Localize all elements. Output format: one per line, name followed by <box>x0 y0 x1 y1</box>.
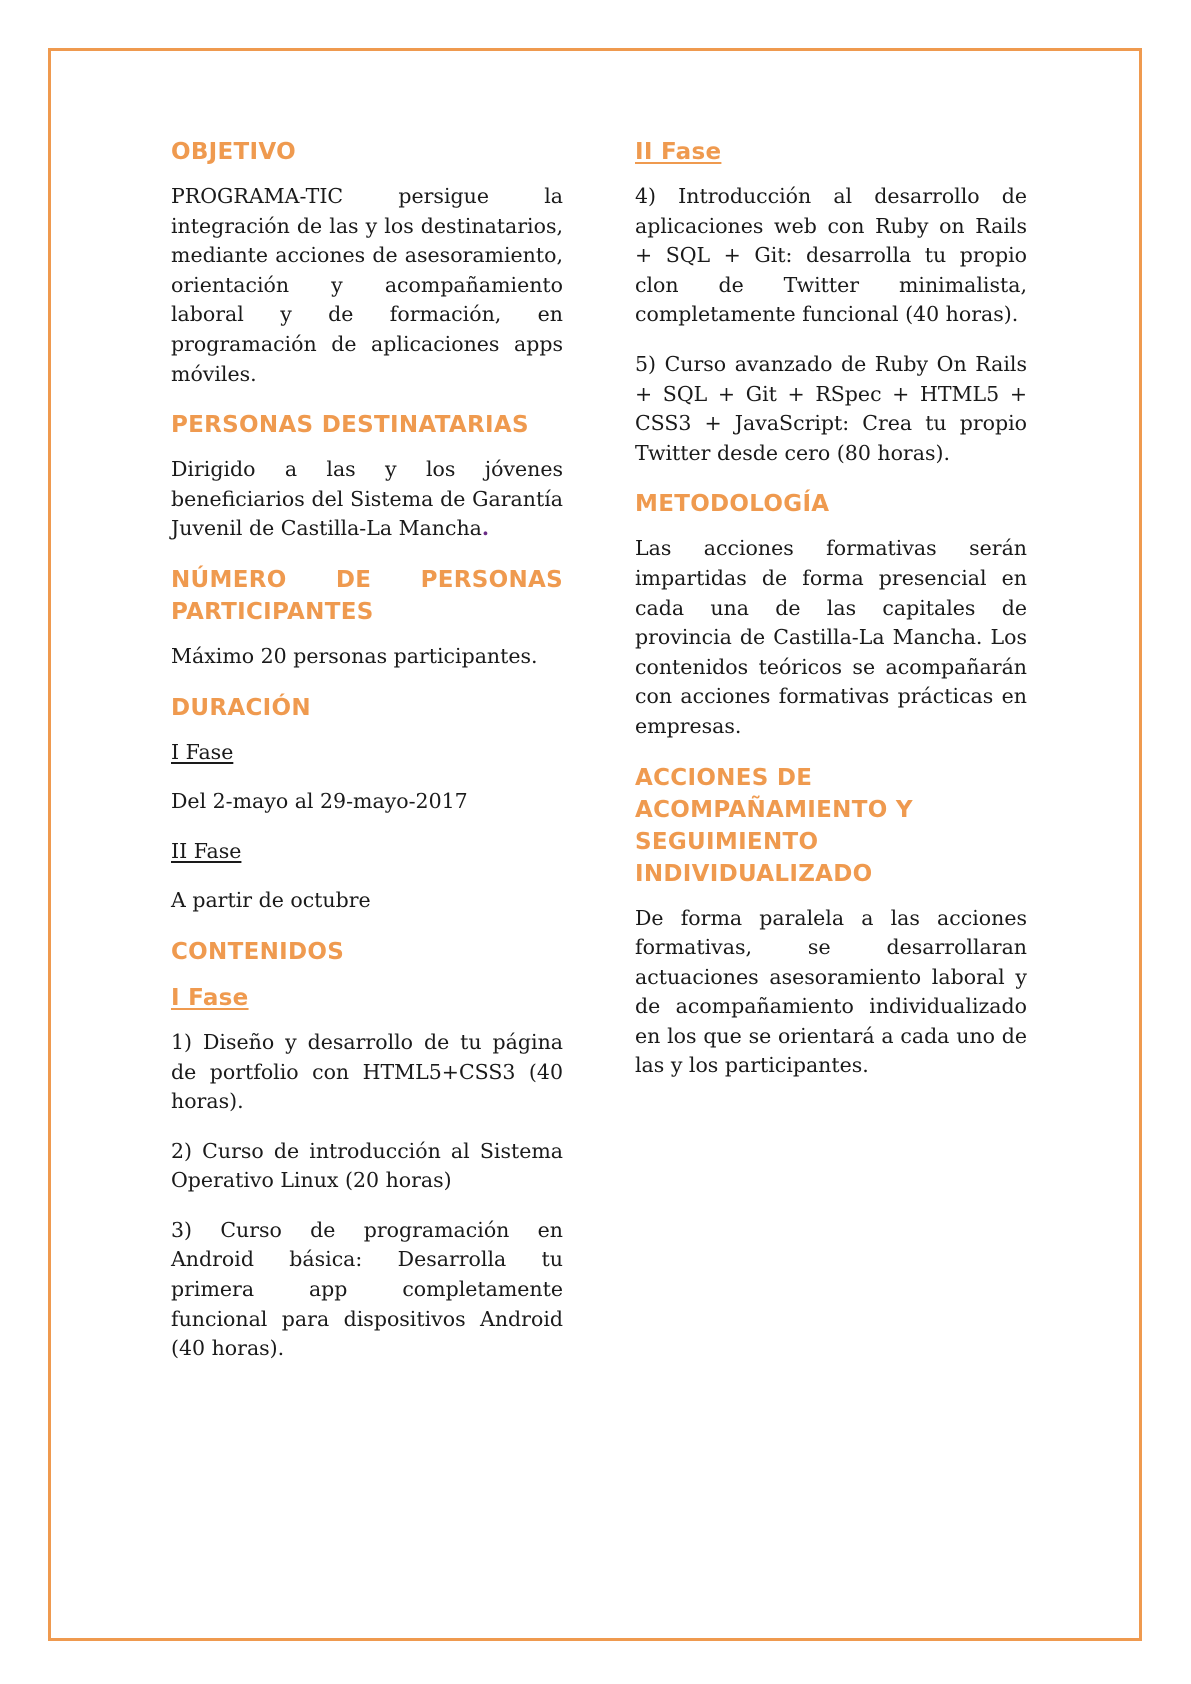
personas-heading: PERSONAS DESTINATARIAS <box>171 412 529 439</box>
acciones-heading: ACCIONES DE ACOMPAÑAMIENTO Y SEGUIMIENTO INDIVIDUALIZADO <box>635 764 913 887</box>
duracion-phase2-text: A partir de octubre <box>171 888 371 913</box>
personas-trailing-dot: . <box>481 516 490 541</box>
duracion-phase1-text: Del 2-mayo al 29-mayo-2017 <box>171 789 468 814</box>
objetivo-heading: OBJETIVO <box>171 139 296 165</box>
numero-heading: NÚMERO DE PERSONAS PARTICIPANTES <box>171 566 563 625</box>
personas-text-body: Dirigido a las y los jóvenes beneficiarios del Sistema de Garantía Juvenil de Castilla-La Mancha <box>171 457 563 541</box>
left-column <box>171 136 563 1384</box>
numero-section <box>171 564 563 672</box>
duracion-phase2-label: II Fase <box>171 838 242 863</box>
metodologia-text: Las acciones formativas serán impartidas de forma presencial en cada una de las capitales de provincia de Castilla-La Mancha. Los contenidos teóricos se acompañarán con acciones formativas prácticas en empresas. <box>635 536 1027 738</box>
contenidos-item-2: 2) Curso de introducción al Sistema Operativo Linux (20 horas) <box>171 1138 563 1193</box>
duracion-heading: DURACIÓN <box>171 694 311 721</box>
duracion-section <box>171 692 563 916</box>
right-column <box>635 136 1027 1101</box>
contenidos-phase1-heading: I Fase <box>171 984 249 1011</box>
contenidos-item-3: 3) Curso de programación en Android básica: Desarrolla tu primera app completamente funcional para dispositivos Android (40 horas). <box>171 1217 563 1361</box>
acciones-text: De forma paralela a las acciones formativas, se desarrollaran actuaciones asesoramiento laboral y de acompañamiento individualizado en los que se orientará a cada uno de las y los participantes. <box>635 905 1027 1078</box>
duracion-phase1-label: I Fase <box>171 739 234 764</box>
metodologia-heading: METODOLOGÍA <box>635 491 830 518</box>
fase2-item-4: 4) Introducción al desarrollo de aplicaciones web con Ruby on Rails + SQL + Git: desarrolla tu propio clon de Twitter minimalista, completamente funcional (40 horas). <box>635 184 1027 327</box>
fase2-heading: II Fase <box>635 139 722 165</box>
fase2-section <box>635 136 1027 468</box>
contenidos-heading: CONTENIDOS <box>171 938 345 965</box>
objetivo-section <box>171 136 563 389</box>
contenidos-item-1: 1) Diseño y desarrollo de tu página de portfolio con HTML5+CSS3 (40 horas). <box>171 1029 563 1114</box>
numero-text: Máximo 20 personas participantes. <box>171 643 538 668</box>
personas-section <box>171 409 563 544</box>
fase2-item-5: 5) Curso avanzado de Ruby On Rails + SQL + Git + RSpec + HTML5 + CSS3 + JavaScript: Crea tu propio Twitter desde cero (80 horas). <box>635 351 1027 465</box>
objetivo-text: PROGRAMA-TIC persigue la integración de las y los destinatarios, mediante acciones de asesoramiento, orientación y acompañamiento laboral y de formación, en programación de aplicaciones apps móviles. <box>171 184 563 386</box>
contenidos-section <box>171 936 563 1364</box>
metodologia-section <box>635 488 1027 741</box>
acciones-section <box>635 762 1027 1082</box>
personas-text <box>171 455 563 544</box>
